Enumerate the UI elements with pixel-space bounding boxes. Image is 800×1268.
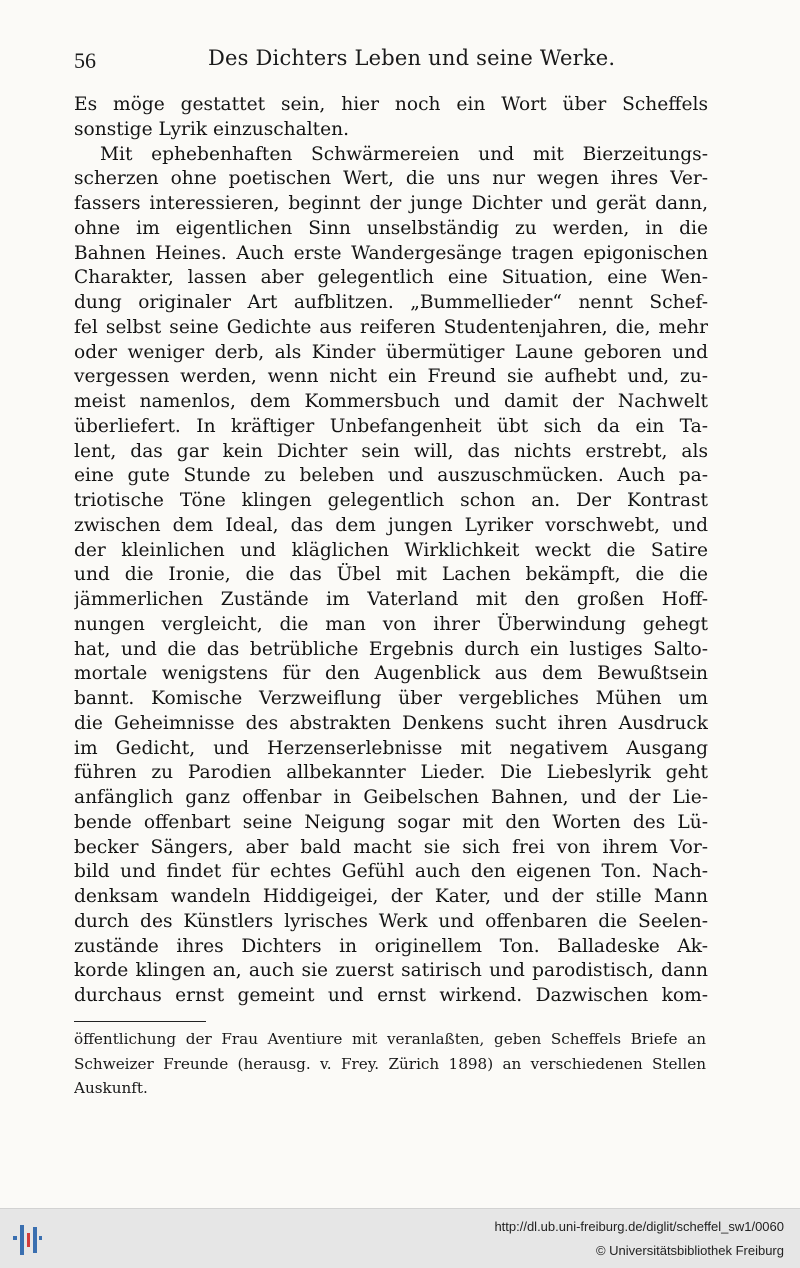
footnote-divider [74, 1021, 206, 1022]
page-number: 56 [74, 48, 96, 73]
text-line: Charakter, lassen aber gelegentlich eine Situation, eine Wen- [74, 267, 708, 289]
text-line: eine gute Stunde zu beleben und auszuschmücken. Auch pa- [74, 465, 708, 487]
text-line: bannt. Komische Verzweiflung über vergebliches Mühen um [74, 688, 708, 709]
text-line: becker Sängers, aber bald macht sie sich frei von ihrem Vor- [74, 836, 708, 858]
text-line: korde klingen an, auch sie zuerst satirisch und parodistisch, dann [74, 960, 708, 982]
text-line: lent, das gar kein Dichter sein will, das nichts erstrebt, als [74, 440, 708, 462]
text-line: nungen vergleicht, die man von ihrer Überwindung gehegt [74, 613, 708, 635]
footnote-line: Auskunft. [74, 1079, 148, 1097]
source-url-link[interactable]: http://dl.ub.uni-freiburg.de/diglit/scheffel_sw1/0060 [494, 1219, 784, 1234]
text-line: dung originaler Art aufblitzen. „Bummellieder“ nennt Schef- [74, 292, 708, 313]
text-line: oder weniger derb, als Kinder übermütiger Laune geboren und [74, 341, 708, 363]
text-line: ohne im eigentlichen Sinn unselbständig zu werden, in die [74, 217, 708, 239]
text-line: der kleinlichen und kläglichen Wirklichkeit weckt die Satire [74, 539, 708, 561]
text-line: Bahnen Heines. Auch erste Wandergesänge tragen epigonischen [74, 242, 708, 264]
text-line: jämmerlichen Zustände im Vaterland mit den großen Hoff- [74, 589, 708, 610]
text-line: zwischen dem Ideal, das dem jungen Lyriker vorschwebt, und [74, 514, 708, 536]
text-line: fel selbst seine Gedichte aus reiferen Studentenjahren, die, mehr [74, 316, 708, 338]
text-line: die Geheimnisse des abstrakten Denkens sucht ihren Ausdruck [74, 712, 708, 734]
text-line: mortale wenigstens für den Augenblick aus dem Bewußtsein [74, 663, 708, 685]
copyright-notice: © Universitätsbibliothek Freiburg [595, 1243, 784, 1258]
text-line: anfänglich ganz offenbar in Geibelschen Bahnen, und der Lie- [74, 787, 708, 808]
text-line: überliefert. In kräftiger Unbefangenheit übt sich da ein Ta- [74, 415, 708, 437]
text-line: scherzen ohne poetischen Wert, die uns nur wegen ihres Ver- [74, 168, 708, 190]
ub-freiburg-logo-icon [12, 1219, 42, 1259]
text-line: sonstige Lyrik einzuschalten. [74, 118, 350, 140]
text-line: meist namenlos, dem Kommersbuch und damit der Nachwelt [74, 391, 708, 412]
footnote-line: öffentlichung der Frau Aventiure mit veranlaßten, geben Scheffels Briefe an [74, 1030, 706, 1048]
text-line: bild und findet für echtes Gefühl auch den eigenen Ton. Nach- [74, 861, 708, 883]
text-line: durch des Künstlers lyrisches Werk und offenbaren die Seelen- [74, 910, 708, 932]
text-line: vergessen werden, wenn nicht ein Freund sie aufhebt und, zu- [74, 366, 708, 388]
text-line: Es möge gestattet sein, hier noch ein Wort über Scheffels [74, 94, 708, 115]
running-title: Des Dichters Leben und seine Werke. [208, 46, 616, 70]
text-line: bende offenbart seine Neigung sogar mit den Worten des Lü- [74, 811, 708, 833]
footnote [74, 1027, 706, 1101]
body-text [74, 93, 708, 1009]
text-line: hat, und die das betrübliche Ergebnis durch ein lustiges Salto- [74, 638, 708, 660]
text-line: denksam wandeln Hiddigeigei, der Kater, und der stille Mann [74, 886, 708, 907]
text-line: im Gedicht, und Herzenserlebnisse mit negativem Ausgang [74, 737, 708, 759]
text-line: fassers interessieren, beginnt der junge Dichter und gerät dann, [74, 193, 708, 214]
footnote-line: Schweizer Freunde (herausg. v. Frey. Zürich 1898) an verschiedenen Stellen [74, 1054, 706, 1073]
text-line: führen zu Parodien allbekannter Lieder. Die Liebeslyrik geht [74, 762, 708, 784]
text-line: Mit ephebenhaften Schwärmereien und mit Bierzeitungs- [100, 143, 708, 165]
text-line: und die Ironie, die das Übel mit Lachen bekämpft, die die [74, 564, 708, 586]
text-line: zustände ihres Dichters in originellem Ton. Balladeske Ak- [74, 935, 708, 957]
footer-bar [0, 1208, 800, 1268]
text-line: durchaus ernst gemeint und ernst wirkend. Dazwischen kom- [74, 985, 708, 1006]
text-line: triotische Töne klingen gelegentlich schon an. Der Kontrast [74, 490, 708, 511]
page-header [74, 44, 708, 78]
